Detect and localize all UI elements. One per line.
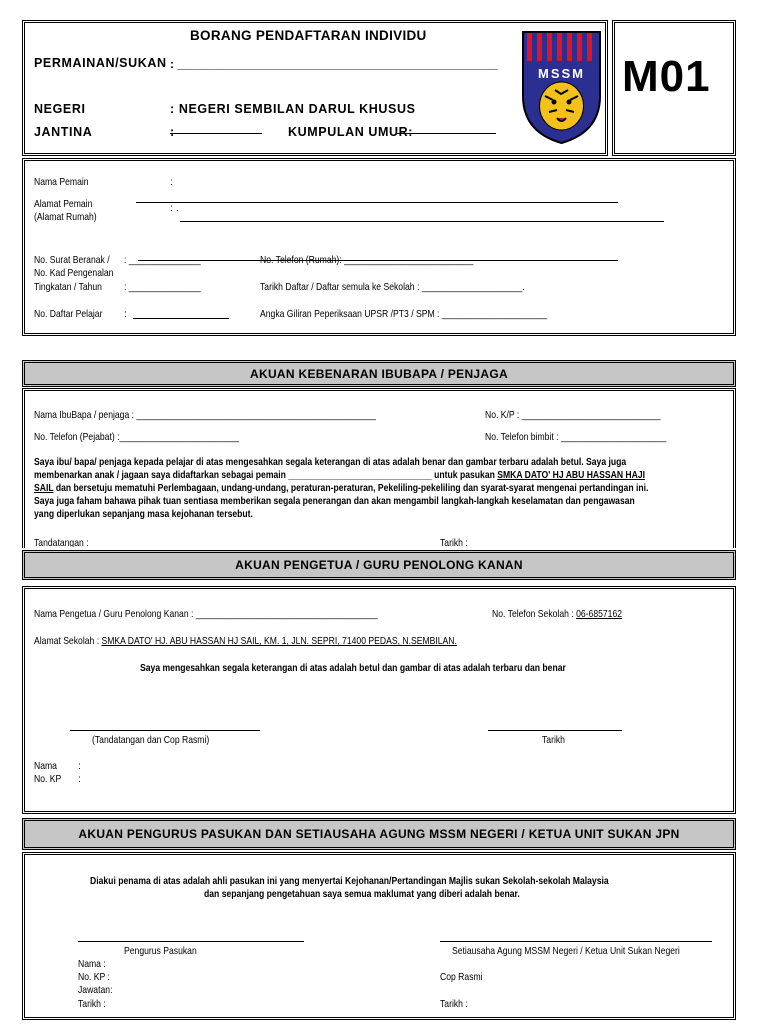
jantina-label: JANTINA xyxy=(34,125,93,139)
ibubapa-heading: AKUAN KEBENARAN IBUBAPA / PENJAGA xyxy=(250,366,508,381)
pengurus-signature-line[interactable] xyxy=(78,941,304,942)
tandatangan-label: Tandatangan : xyxy=(34,537,89,547)
setiausaha-label: Setiausaha Agung MSSM Negeri / Ketua Unit Sukan Negeri xyxy=(452,945,680,957)
pengurus-jawatan-label: Jawatan: xyxy=(78,984,113,996)
tel-sekolah: No. Telefon Sekolah : 06-6857162 xyxy=(492,608,623,620)
pengetua-kp-label: No. KP xyxy=(34,773,62,785)
daftar-pelajar-field[interactable] xyxy=(133,318,229,319)
pengetua-nama-label: Nama xyxy=(34,760,57,772)
kumpulan-umur-label: KUMPULAN UMUR: xyxy=(288,125,414,139)
pengurus-nama-label: Nama : xyxy=(78,958,106,970)
nama-pemain-label: Nama Pemain xyxy=(34,176,89,188)
angka-giliran-field[interactable]: Angka Giliran Peperiksaan UPSR /PT3 / SPM : ______________________ xyxy=(260,308,548,320)
alamat-sekolah: Alamat Sekolah : SMKA DATO' HJ. ABU HASSAN HJ SAIL, KM. 1, JLN. SEPRI, 71400 PEDAS, N.SEMBILAN. xyxy=(34,635,457,647)
tel-bimbit-field[interactable]: No. Telefon bimbit : ______________________ xyxy=(485,431,667,443)
nama-pemain-field[interactable] xyxy=(136,202,618,203)
tingkatan-label: Tingkatan / Tahun xyxy=(34,281,102,293)
tarikh-ibubapa-label: Tarikh : xyxy=(440,537,468,547)
tiger-head-icon xyxy=(540,82,584,130)
surat-beranak-field[interactable]: : _______________ xyxy=(124,254,201,266)
telefon-rumah-field[interactable]: No. Telefon (Rumah): ___________________________ xyxy=(260,254,474,266)
mssm-logo xyxy=(519,28,604,146)
alamat-rumah-label: (Alamat Rumah) xyxy=(34,211,97,223)
surat-beranak-label: No. Surat Beranak / xyxy=(34,254,110,266)
ibubapa-line-4: Saya juga faham bahawa pihak tuan sentiasa memberikan segala penerangan dan akan mengambil langkah-langkah keselamatan dan pengawasan xyxy=(34,496,635,507)
tarikh-daftar-field[interactable]: Tarikh Daftar / Daftar semula ke Sekolah : _____________________. xyxy=(260,281,525,293)
form-code: M01 xyxy=(622,52,711,101)
logo-text: MSSM xyxy=(538,66,585,81)
jantina-field[interactable] xyxy=(170,133,262,134)
tingkatan-field[interactable]: : _______________ xyxy=(124,281,201,293)
tandatangan-cop-label: (Tandatangan dan Cop Rasmi) xyxy=(92,734,210,746)
pengurus-line-2: dan sepanjang pengetahuan saya semua maklumat yang diberi adalah benar. xyxy=(204,888,520,900)
jantina-colon: : xyxy=(170,125,175,139)
setiausaha-signature-line[interactable] xyxy=(440,941,712,942)
pengetua-tarikh-line[interactable] xyxy=(488,730,622,731)
pengurus-pasukan-label: Pengurus Pasukan xyxy=(124,945,197,957)
kad-pengenalan-label: No. Kad Pengenalan xyxy=(34,267,114,279)
alamat-field[interactable] xyxy=(180,221,664,222)
pengetua-heading: AKUAN PENGETUA / GURU PENOLONG KANAN xyxy=(235,558,523,572)
ibubapa-heading-band xyxy=(22,360,736,387)
sukan-label: PERMAINAN/SUKAN xyxy=(34,56,167,70)
pengetua-nama-colon: : xyxy=(78,760,81,772)
daftar-pelajar-label: No. Daftar Pelajar xyxy=(34,308,103,320)
negeri-label: NEGERI xyxy=(34,102,86,116)
pengetua-heading-band xyxy=(22,550,736,580)
ibubapa-declaration xyxy=(34,456,648,521)
alamat-colon: : . xyxy=(170,202,179,214)
pengurus-line-1: Diakui penama di atas adalah ahli pasukan ini yang menyertai Kejohanan/Pertandingan Majlis sukan Sekolah-sekolah Malaysia xyxy=(90,875,609,887)
pengurus-kp-label: No. KP : xyxy=(78,971,110,983)
pengurus-heading-band xyxy=(22,818,736,850)
surat-line xyxy=(138,260,618,261)
pengurus-tarikh-label: Tarikh : xyxy=(78,998,106,1010)
daftar-pelajar-colon: : xyxy=(124,308,127,320)
pengetua-statement: Saya mengesahkan segala keterangan di atas adalah betul dan gambar di atas adalah terbaru dan benar xyxy=(140,662,566,674)
pengetua-signature-line[interactable] xyxy=(70,730,260,731)
tel-pejabat-field[interactable]: No. Telefon (Pejabat) :_________________________ xyxy=(34,431,240,443)
nama-ibubapa-field[interactable]: Nama IbuBapa / penjaga : __________________________________________________ xyxy=(34,409,376,421)
alamat-pemain-label: Alamat Pemain xyxy=(34,198,93,210)
pengetua-box xyxy=(22,586,736,814)
cop-rasmi-label: Cop Rasmi xyxy=(440,971,483,983)
setiausaha-tarikh-label: Tarikh : xyxy=(440,998,468,1010)
pengetua-tarikh-label: Tarikh xyxy=(542,734,565,746)
sukan-field[interactable]: : ________________________________________________ xyxy=(170,57,498,71)
ibubapa-line-1: Saya ibu/ bapa/ penjaga kepada pelajar di atas mengesahkan segala keterangan di atas adalah benar dan gambar terbaru adalah betul. Saya juga xyxy=(34,457,627,468)
kumpulan-umur-field[interactable] xyxy=(396,133,496,134)
ibubapa-line-5: yang diperlukan sepanjang masa kejohanan tersebut. xyxy=(34,509,253,520)
form-title: BORANG PENDAFTARAN INDIVIDU xyxy=(190,28,427,43)
ibubapa-signature-row xyxy=(30,535,730,547)
pengurus-heading: AKUAN PENGURUS PASUKAN DAN SETIAUSAHA AGUNG MSSM NEGERI / KETUA UNIT SUKAN JPN xyxy=(78,827,680,841)
negeri-value: : NEGERI SEMBILAN DARUL KHUSUS xyxy=(170,102,416,116)
ibubapa-kp-field[interactable]: No. K/P : _____________________________ xyxy=(485,409,661,421)
nama-pemain-colon: : xyxy=(170,176,173,188)
pengetua-kp-colon: : xyxy=(78,773,81,785)
ibubapa-line-3: SAIL dan bersetuju mematuhi Perlembagaan, undang-undang, peraturan-peraturan, Pekeliling-pekeliling dan syarat-syarat mengenai pertandingan ini. xyxy=(34,483,649,494)
nama-pengetua-field[interactable]: Nama Pengetua / Guru Penolong Kanan : ______________________________________ xyxy=(34,608,378,620)
ibubapa-line-2: membenarkan anak / jagaan saya didaftarkan sebagai pemain ______________________________ untuk pasukan SMKA DATO' HJ ABU HASSAN HAJI xyxy=(34,470,646,481)
